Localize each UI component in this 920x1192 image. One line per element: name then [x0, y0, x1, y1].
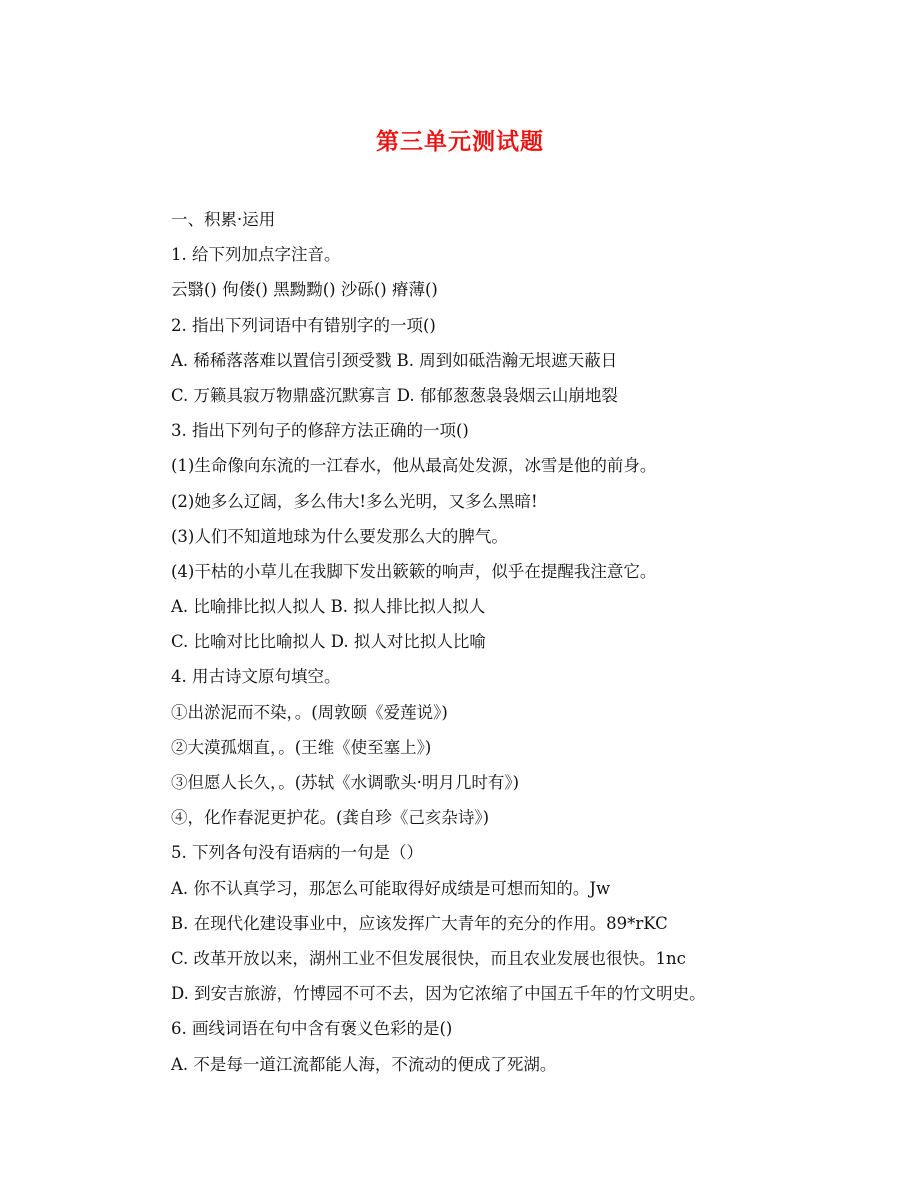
question-2-options-cd: C. 万籁具寂万物鼎盛沉默寡言 D. 郁郁葱葱袅袅烟云山崩地裂 — [171, 385, 618, 405]
question-4: 4. 用古诗文原句填空。 — [171, 667, 341, 687]
question-3: 3. 指出下列句子的修辞方法正确的一项() — [171, 421, 469, 441]
question-5-option-c: C. 改革开放以来，湖州工业不但发展很快，而且农业发展也很快。1nc — [171, 948, 686, 968]
question-4-item-3: ③但愿人长久，。(苏轼《水调歌头·明月几时有》) — [171, 773, 520, 792]
question-1-items: 云翳() 佝偻() 黑黝黝() 沙砾() 瘠薄() — [171, 280, 438, 300]
question-5: 5. 下列各句没有语病的一句是（） — [171, 843, 423, 863]
question-5-option-a: A. 你不认真学习，那怎么可能取得好成绩是可想而知的。Jw — [171, 878, 611, 898]
question-5-option-d: D. 到安吉旅游，竹博园不可不去，因为它浓缩了中国五千年的竹文明史。 — [171, 984, 706, 1004]
question-3-sentence-1: (1)生命像向东流的一江春水，他从最高处发源，冰雪是他的前身。 — [171, 456, 657, 476]
question-3-sentence-4: (4)干枯的小草儿在我脚下发出簌簌的响声，似乎在提醒我注意它。 — [171, 561, 657, 581]
question-5-option-b: B. 在现代化建设事业中，应该发挥广大青年的充分的作用。89*rKC — [171, 913, 668, 933]
question-3-sentence-2: (2)她多么辽阔，多么伟大!多么光明，又多么黑暗! — [171, 491, 538, 511]
section-heading: 一、积累·运用 — [171, 210, 276, 229]
question-2-options-ab: A. 稀稀落落难以置信引颈受戮 B. 周到如砥浩瀚无垠遮天蔽日 — [171, 350, 618, 370]
question-3-sentence-3: (3)人们不知道地球为什么要发那么大的脾气。 — [171, 526, 508, 546]
question-3-options-cd: C. 比喻对比比喻拟人 D. 拟人对比拟人比喻 — [171, 632, 486, 652]
question-6-option-a: A. 不是每一道江流都能人海，不流动的便成了死湖。 — [171, 1054, 557, 1074]
question-4-item-1: ①出淤泥而不染，。(周敦颐《爱莲说》) — [171, 702, 448, 722]
question-1: 1. 给下列加点字注音。 — [171, 245, 341, 265]
question-6: 6. 画线词语在句中含有褒义色彩的是() — [171, 1019, 453, 1039]
document-body — [171, 202, 891, 1082]
question-2: 2. 指出下列词语中有错别字的一项() — [171, 315, 436, 335]
page-title: 第三单元测试题 — [376, 129, 544, 155]
question-4-item-4: ④，化作春泥更护花。(龚自珍《己亥杂诗》) — [171, 808, 490, 828]
question-4-item-2: ②大漠孤烟直，。(王维《使至塞上》) — [171, 737, 432, 757]
question-3-options-ab: A. 比喻排比拟人拟人 B. 拟人排比拟人拟人 — [171, 597, 486, 617]
